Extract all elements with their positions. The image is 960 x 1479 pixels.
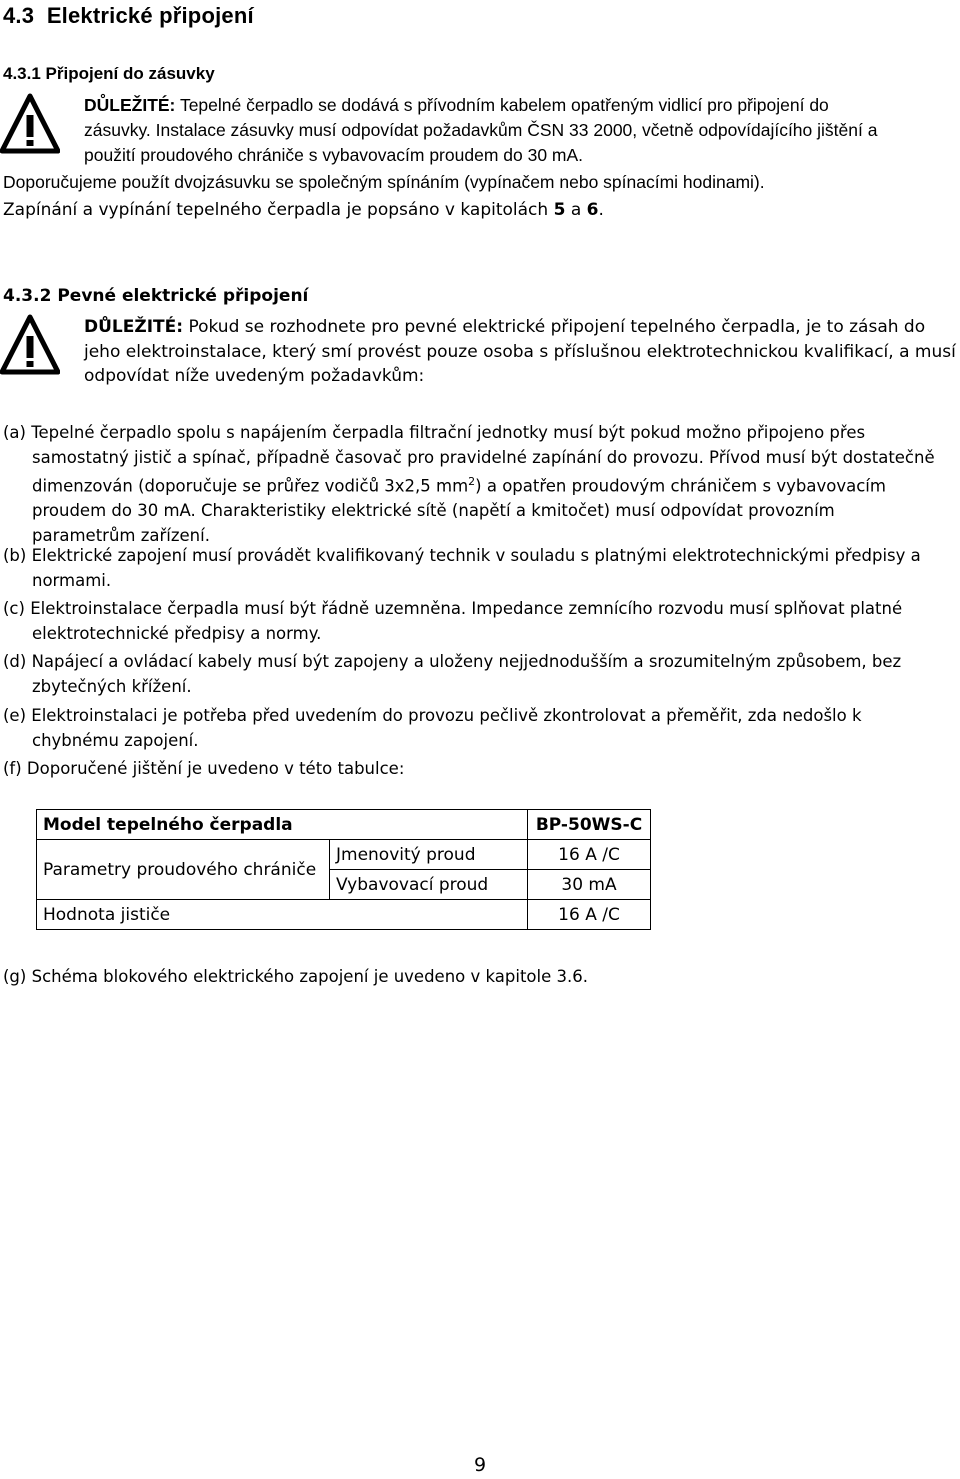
- list-item-e: [3, 704, 862, 753]
- list-item-line: elektrotechnické předpisy a normy.: [32, 623, 322, 643]
- section-heading: [3, 3, 254, 29]
- list-item-line: (b) Elektrické zapojení musí provádět kvalifikovaný technik v souladu s platnými elektrotechnickými předpisy a: [3, 546, 921, 565]
- list-item-a: [3, 421, 935, 548]
- warning-text: Tepelné čerpadlo se dodává s přívodním kabelem opatřeným vidlicí pro připojení do: [179, 95, 829, 115]
- paragraph-text: Zapínání a vypínání tepelného čerpadla je popsáno v kapitolách: [3, 200, 554, 220]
- list-item-line: (f) Doporučené jištění je uvedeno v této tabulce:: [3, 759, 405, 778]
- list-item-line: proudem do 30 mA. Charakteristiky elektrické sítě (napětí a kmitočet) musí odpovídat provozním: [32, 501, 835, 520]
- table-row: [37, 900, 651, 930]
- table-row: [37, 840, 651, 870]
- section-title: Elektrické připojení: [46, 3, 254, 28]
- subsection-number: 4.3.1: [3, 64, 41, 83]
- subsection-heading-2: [3, 286, 308, 306]
- list-item-c: [3, 597, 902, 646]
- list-item-g: [3, 965, 588, 990]
- warning-triangle-icon: [0, 93, 60, 155]
- subsection-number: 4.3.2: [3, 286, 52, 306]
- table-row: [37, 810, 651, 840]
- list-item-line: normami.: [32, 570, 112, 590]
- subsection-title: Pevné elektrické připojení: [57, 286, 309, 306]
- warning-text-1-line-3: použití proudového chrániče s vybavovacím proudem do 30 mA.: [84, 145, 584, 165]
- chapter-ref-5: 5: [553, 200, 566, 220]
- warning-triangle-icon: [0, 314, 60, 376]
- list-item-line: (d) Napájecí a ovládací kabely musí být zapojeny a uloženy nejjednodušším a srozumitelným způsobem, bez: [3, 652, 902, 671]
- page-number: 9: [473, 1454, 487, 1476]
- list-item-text: dimenzován (doporučuje se průřez vodičů 3x2,5 mm: [32, 476, 469, 496]
- warning-text-2-line-2: jeho elektroinstalace, který smí provést pouze osoba s příslušnou elektrotechnickou kvalifikací, a musí: [84, 342, 956, 362]
- paragraph-text: a: [565, 200, 587, 220]
- table-cell-value: 16 A /C: [528, 900, 651, 930]
- warning-text-1-line-2: zásuvky. Instalace zásuvky musí odpovídat požadavkům ČSN 33 2000, včetně odpovídajícího jištění a: [84, 120, 878, 140]
- warning-text-2-line-3: odpovídat níže uvedeným požadavkům:: [84, 366, 425, 386]
- protection-table: [36, 809, 651, 930]
- paragraph-kapitoly: [3, 198, 604, 223]
- superscript: 2: [468, 475, 476, 488]
- paragraph-text: .: [598, 200, 604, 220]
- section-number: 4.3: [3, 3, 35, 28]
- list-item-line: (c) Elektroinstalace čerpadla musí být řádně uzemněna. Impedance zemnícího rozvodu musí splňovat platné: [3, 599, 903, 618]
- warning-label: DŮLEŽITÉ:: [84, 95, 176, 115]
- list-item-b: [3, 544, 921, 593]
- list-item-d: [3, 650, 901, 699]
- warning-text: Pokud se rozhodnete pro pevné elektrické připojení tepelného čerpadla, je to zásah do: [188, 317, 926, 337]
- table-cell-value: 16 A /C: [528, 840, 651, 870]
- list-item-line: (e) Elektroinstalaci je potřeba před uvedením do provozu pečlivě zkontrolovat a přeměřit, zda nedošlo k: [3, 706, 862, 725]
- table-header-value: BP-50WS-C: [528, 810, 651, 840]
- subsection-title: Připojení do zásuvky: [45, 64, 215, 83]
- list-item-text: ) a opatřen proudovým chráničem s vybavovacím: [475, 476, 886, 496]
- table-header-model: Model tepelného čerpadla: [37, 810, 528, 840]
- list-item-line: [3, 470, 935, 499]
- list-item-line: chybnému zapojení.: [32, 730, 199, 750]
- warning-label: DŮLEŽITÉ:: [84, 317, 184, 337]
- table-cell-sublabel: Jmenovitý proud: [330, 840, 528, 870]
- list-item-f: [3, 757, 404, 782]
- paragraph-dvojzasuvka: Doporučujeme použít dvojzásuvku se společným spínáním (vypínačem nebo spínacími hodinami).: [3, 172, 765, 192]
- table-cell-value: 30 mA: [528, 870, 651, 900]
- subsection-heading-1: [3, 64, 215, 84]
- list-item-line: zbytečných křížení.: [32, 676, 192, 696]
- list-item-line: parametrům zařízení.: [32, 525, 210, 545]
- list-item-line: samostatný jistič a spínač, případně časovač pro pravidelné zapínání do provozu. Přívod musí být dostatečně: [32, 447, 935, 467]
- table-cell-label: Parametry proudového chrániče: [37, 840, 330, 900]
- list-item-line: (g) Schéma blokového elektrického zapojení je uvedeno v kapitole 3.6.: [3, 967, 588, 986]
- table-cell-label: Hodnota jističe: [37, 900, 528, 930]
- warning-text-1-line-1: [84, 93, 829, 118]
- list-item-line: (a) Tepelné čerpadlo spolu s napájením čerpadla filtrační jednotky musí být pokud možno připojeno přes: [3, 423, 866, 442]
- table-cell-sublabel: Vybavovací proud: [330, 870, 528, 900]
- chapter-ref-6: 6: [586, 200, 599, 220]
- warning-text-2-line-1: [84, 315, 925, 340]
